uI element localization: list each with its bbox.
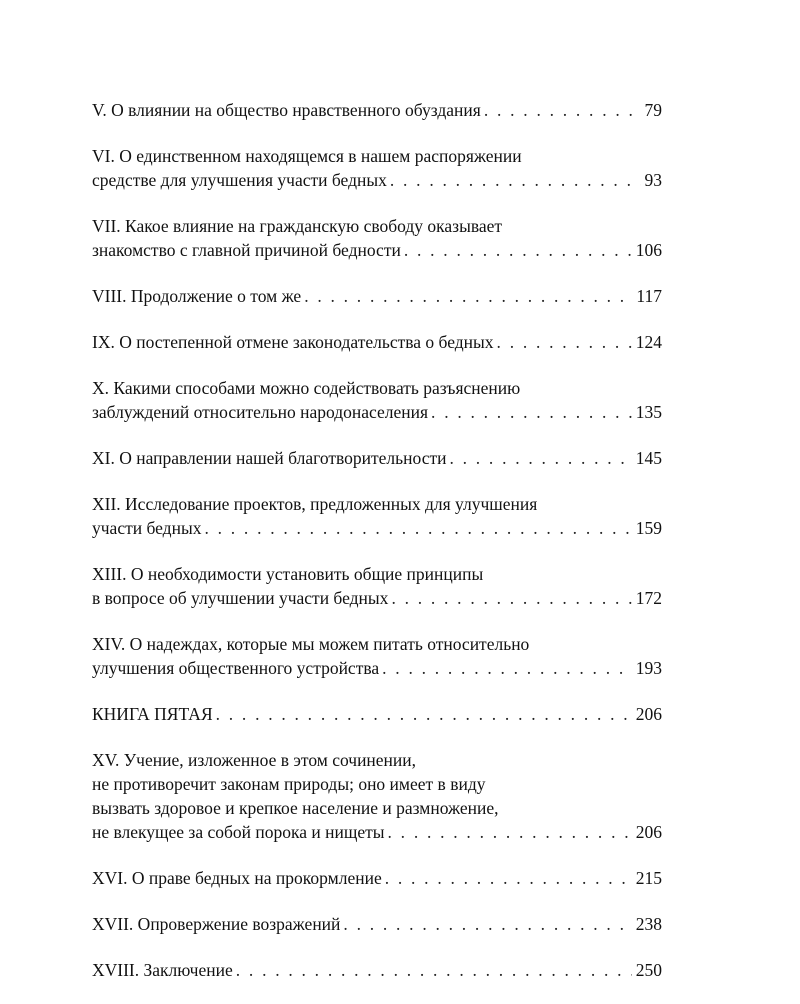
dot-leader [484, 98, 641, 122]
toc-page-number: 135 [635, 402, 662, 422]
toc-entry-title: заблуждений относительно народонаселения [92, 402, 429, 422]
toc-entry-last-line [92, 446, 662, 470]
table-of-contents [92, 98, 662, 1004]
toc-entry-line: VII. Какое влияние на гражданскую свободу оказывает [92, 216, 503, 236]
toc-entry-title: XVI. О праве бедных на прокормление [92, 868, 382, 888]
toc-entry-last-line [92, 400, 662, 424]
toc-entry [92, 98, 662, 122]
toc-page-number: 117 [636, 286, 662, 306]
dot-leader [391, 586, 631, 610]
toc-page-number: 145 [635, 448, 662, 468]
toc-entry [92, 866, 662, 890]
toc-page-number: 215 [635, 868, 662, 888]
toc-entry [92, 446, 662, 470]
toc-entry [92, 492, 662, 540]
dot-leader [388, 820, 632, 844]
toc-page-number: 124 [635, 332, 662, 352]
toc-entry-line: VI. О единственном находящемся в нашем распоряжении [92, 146, 522, 166]
toc-entry-line: вызвать здоровое и крепкое население и размножение, [92, 798, 499, 818]
toc-page-number: 79 [644, 100, 662, 120]
toc-entry-last-line [92, 958, 662, 982]
toc-entry-title: XVIII. Заключение [92, 960, 233, 980]
toc-book-title: КНИГА ПЯТАЯ [92, 704, 213, 724]
toc-entry [92, 748, 662, 844]
toc-page-number: 106 [635, 240, 662, 260]
toc-page-number: 93 [644, 170, 662, 190]
toc-entry-last-line [92, 866, 662, 890]
toc-entry-line: не противоречит законам природы; оно имеет в виду [92, 774, 486, 794]
dot-leader [431, 400, 632, 424]
dot-leader [497, 330, 632, 354]
toc-entry-last-line [92, 912, 662, 936]
toc-entry [92, 376, 662, 424]
toc-entry-last-line [92, 168, 662, 192]
dot-leader [343, 912, 631, 936]
toc-entry-title: VIII. Продолжение о том же [92, 286, 302, 306]
toc-page-number: 206 [635, 704, 662, 724]
toc-page-number: 238 [635, 914, 662, 934]
toc-entry-last-line [92, 702, 662, 726]
toc-entry-title: в вопросе об улучшении участи бедных [92, 588, 389, 608]
toc-page-number: 193 [635, 658, 662, 678]
toc-entry [92, 214, 662, 262]
toc-page-number: 206 [635, 822, 662, 842]
toc-entry [92, 144, 662, 192]
toc-entry [92, 632, 662, 680]
toc-entry-title: V. О влиянии на общество нравственного обуздания [92, 100, 481, 120]
toc-page-number: 159 [635, 518, 662, 538]
toc-page-number: 172 [635, 588, 662, 608]
toc-page-number: 250 [635, 960, 662, 980]
dot-leader [390, 168, 641, 192]
toc-entry-title: улучшения общественного устройства [92, 658, 380, 678]
toc-entry-title: не влекущее за собой порока и нищеты [92, 822, 385, 842]
toc-entry-line: X. Какими способами можно содействовать разъяснению [92, 378, 521, 398]
toc-entry-last-line [92, 238, 662, 262]
toc-entry-title: знакомство с главной причиной бедности [92, 240, 401, 260]
toc-entry-last-line [92, 330, 662, 354]
dot-leader [404, 238, 632, 262]
dot-leader [216, 702, 632, 726]
toc-entry [92, 284, 662, 308]
dot-leader [204, 516, 631, 540]
toc-entry-line: XIII. О необходимости установить общие принципы [92, 564, 484, 584]
toc-entry-last-line [92, 656, 662, 680]
dot-leader [236, 958, 632, 982]
toc-entry-last-line [92, 98, 662, 122]
toc-entry-title: участи бедных [92, 518, 202, 538]
toc-entry-title: средстве для улучшения участи бедных [92, 170, 387, 190]
toc-entry [92, 562, 662, 610]
toc-entry [92, 912, 662, 936]
toc-entry-book-heading [92, 702, 662, 726]
dot-leader [304, 284, 632, 308]
toc-entry [92, 330, 662, 354]
toc-entry-last-line [92, 516, 662, 540]
toc-entry-last-line [92, 586, 662, 610]
toc-entry-line: XV. Учение, изложенное в этом сочинении, [92, 750, 417, 770]
dot-leader [385, 866, 632, 890]
dot-leader [449, 446, 631, 470]
dot-leader [382, 656, 632, 680]
toc-entry-title: IX. О постепенной отмене законодательства о бедных [92, 332, 494, 352]
toc-entry-line: XII. Исследование проектов, предложенных для улучшения [92, 494, 538, 514]
toc-entry-title: XI. О направлении нашей благотворительности [92, 448, 447, 468]
toc-entry-title: XVII. Опровержение возражений [92, 914, 341, 934]
toc-entry-line: XIV. О надеждах, которые мы можем питать относительно [92, 634, 530, 654]
toc-entry [92, 958, 662, 982]
toc-entry-last-line [92, 820, 662, 844]
toc-entry-last-line [92, 284, 662, 308]
